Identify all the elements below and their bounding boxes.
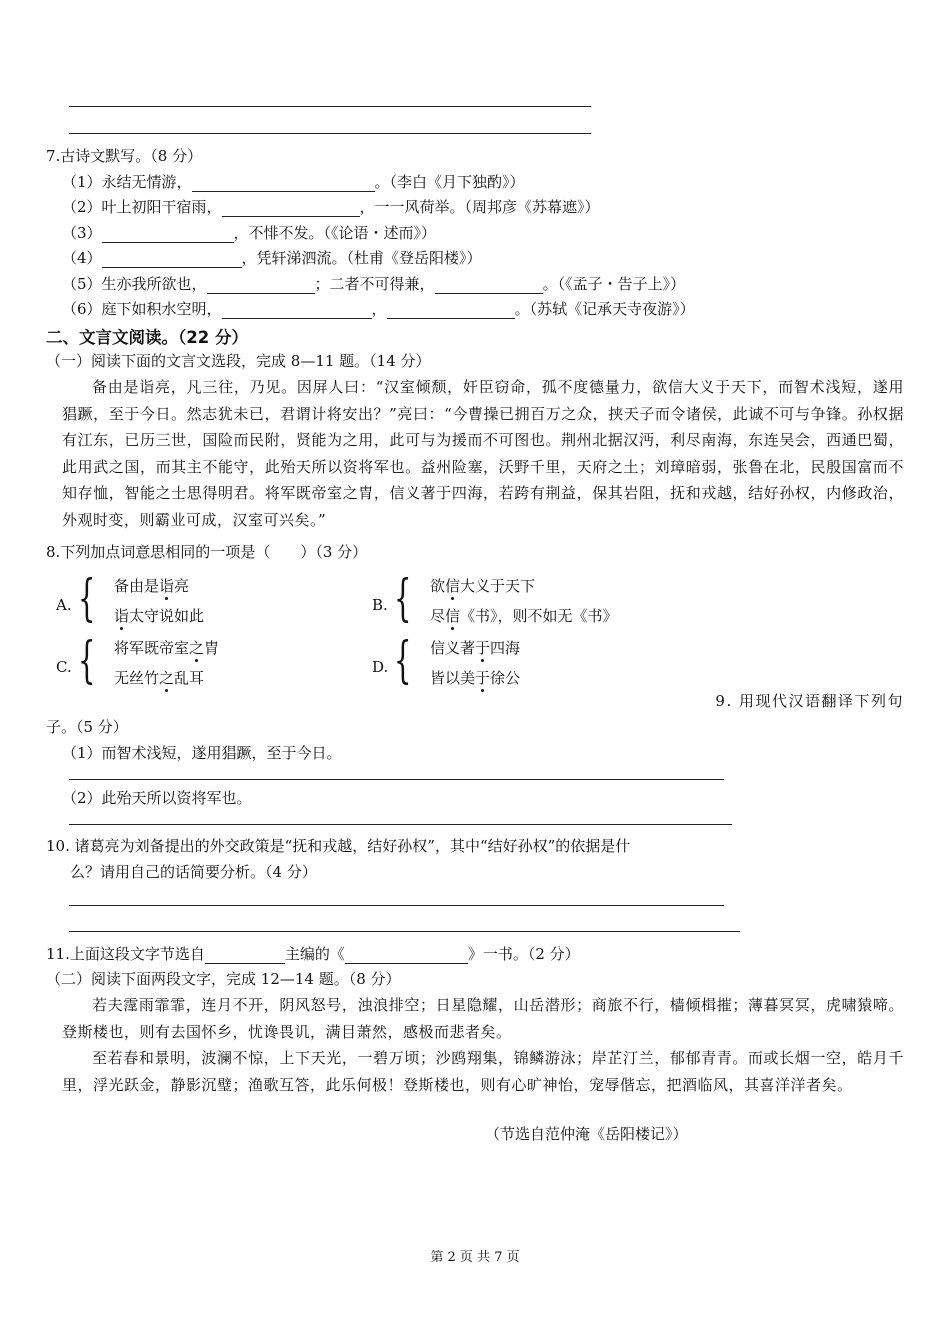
part1-intro: （一）阅读下面的文言文选段，完成 8—11 题。（14 分） (46, 352, 431, 370)
part2-intro: （二）阅读下面两段文字，完成 12—14 题。（8 分） (46, 970, 401, 988)
answer-line (69, 133, 591, 134)
passage-source: （节选自范仲淹《岳阳楼记》） (485, 1125, 688, 1143)
fill-blank[interactable] (207, 276, 315, 294)
section-title: 二、文言文阅读。（22 分） (46, 328, 248, 347)
option-b[interactable] (372, 570, 752, 630)
option-letter: B. (372, 596, 388, 614)
option-line-2: 无丝竹之乱耳 (114, 669, 205, 687)
option-line-2: 皆以美于徐公 (430, 669, 521, 687)
option-line-1: 备由是诣亮 (114, 577, 190, 595)
answer-line (69, 779, 724, 780)
page-footer: 第 2 页 共 7 页 (430, 1250, 520, 1265)
brace: { (78, 569, 96, 627)
q7-item-3: （3） ，不悱不发。（《论语・述而》） (62, 224, 437, 242)
answer-line (69, 931, 740, 932)
fill-blank[interactable] (387, 301, 515, 319)
answer-line (69, 824, 732, 825)
option-line-1: 欲信大义于天下 (430, 577, 536, 595)
brace: { (394, 569, 412, 627)
fill-blank[interactable] (102, 225, 234, 243)
fill-blank[interactable] (102, 250, 242, 268)
option-line-1: 将军既帝室之胄 (114, 639, 220, 657)
brace: { (394, 631, 412, 689)
option-line-2: 诣太守说如此 (114, 607, 205, 625)
option-letter: D. (372, 658, 389, 676)
q10-line-1: 10. 诸葛亮为刘备提出的外交政策是“抚和戎越，结好孙权”，其中“结好孙权”的依据是什 (46, 837, 631, 855)
q11: 11.上面这段文字节选自 主编的《 》一书。（2 分） (46, 945, 580, 963)
fill-blank[interactable] (222, 199, 360, 217)
passage-1: 备由是诣亮，凡三往，乃见。因屏人曰：“汉室倾颓，奸臣窃命，孤不度德量力，欲信大义于天下，而智术浅短，遂用猖蹶，至于今日。然志犹未已，君谓计将安出？”亮曰：“今曹操已拥百万之众，挟天子而令诸侯，此诚不可与争锋。孙权据有江东，已历三世，国险而民附，贤能为之用，此可与为援而不可图也。荆州北据汉沔，利尽南海，东连吴会，西通巴蜀，此用武之国，而其主不能守，此殆天所以资将军也。益州险塞，沃野千里，天府之土；刘璋暗弱，张鲁在北，民殷国富而不知存恤，智能之士思得明君。将军既帝室之胄，信义著于四海，若跨有荆益，保其岩阻，抚和戎越，结好孙权，内修政治，外观时变，则霸业可成，汉室可兴矣。” (62, 378, 904, 529)
q7-title: 7.古诗文默写。（8 分） (46, 147, 203, 165)
option-letter: C. (56, 658, 72, 676)
fill-blank[interactable] (205, 946, 285, 964)
q7-item-2: （2）叶上初阳干宿雨， ，一一风荷举。（周邦彦《苏幕遮》） (62, 198, 600, 216)
brace: { (78, 631, 96, 689)
q9-title-b: 子。（5 分） (46, 718, 128, 736)
option-d[interactable] (372, 632, 752, 692)
fill-blank[interactable] (222, 301, 372, 319)
q7-item-1: （1）永结无情游， 。（李白《月下独酌》） (62, 173, 525, 191)
q9-sentence-2: （2）此殆天所以资将军也。 (62, 789, 252, 807)
q7-item-6: （6）庭下如积水空明， ， 。（苏轼《记承天寺夜游》） (62, 300, 695, 318)
answer-line (69, 905, 724, 906)
q10-line-2: 么？请用自己的话简要分析。（4 分） (70, 863, 317, 881)
option-a[interactable] (56, 570, 356, 630)
option-letter: A. (56, 596, 72, 614)
fill-blank[interactable] (192, 174, 375, 192)
fill-blank[interactable] (345, 946, 468, 964)
q9-title-a: 9. 用现代汉语翻译下列句 (715, 692, 904, 710)
passage-2: 若夫霪雨霏霏，连月不开，阴风怒号，浊浪排空；日星隐耀，山岳潜形；商旅不行，樯倾楫摧；薄暮冥冥，虎啸猿啼。登斯楼也，则有去国怀乡，忧谗畏讥，满目萧然，感极而悲者矣。 至若春和景明，波澜不惊，上下天光，一碧万顷；沙鸥翔集，锦鳞游泳；岸芷汀兰，郁郁青青。而或长烟一空，皓月千里，浮光跃金，静影沉璧；渔歌互答，此乐何极！登斯楼也，则有心旷神怡，宠辱偕忘，把酒临风，其喜洋洋者矣。 (62, 996, 904, 1094)
fill-blank[interactable] (435, 276, 543, 294)
option-line-1: 信义著于四海 (430, 639, 521, 657)
q7-item-4: （4） ，凭轩涕泗流。（杜甫《登岳阳楼》） (62, 249, 482, 267)
q9-sentence-1: （1）而智术浅短，遂用猖蹶，至于今日。 (62, 744, 342, 762)
q7-item-5: （5）生亦我所欲也， ；二者不可得兼， 。（《孟子・告子上》） (62, 275, 686, 293)
option-c[interactable] (56, 632, 356, 692)
option-line-2: 尽信《书》，则不如无《书》 (430, 607, 618, 625)
q8-title: 8.下列加点词意思相同的一项是（ ）（3 分） (46, 543, 368, 561)
answer-line (69, 106, 591, 107)
